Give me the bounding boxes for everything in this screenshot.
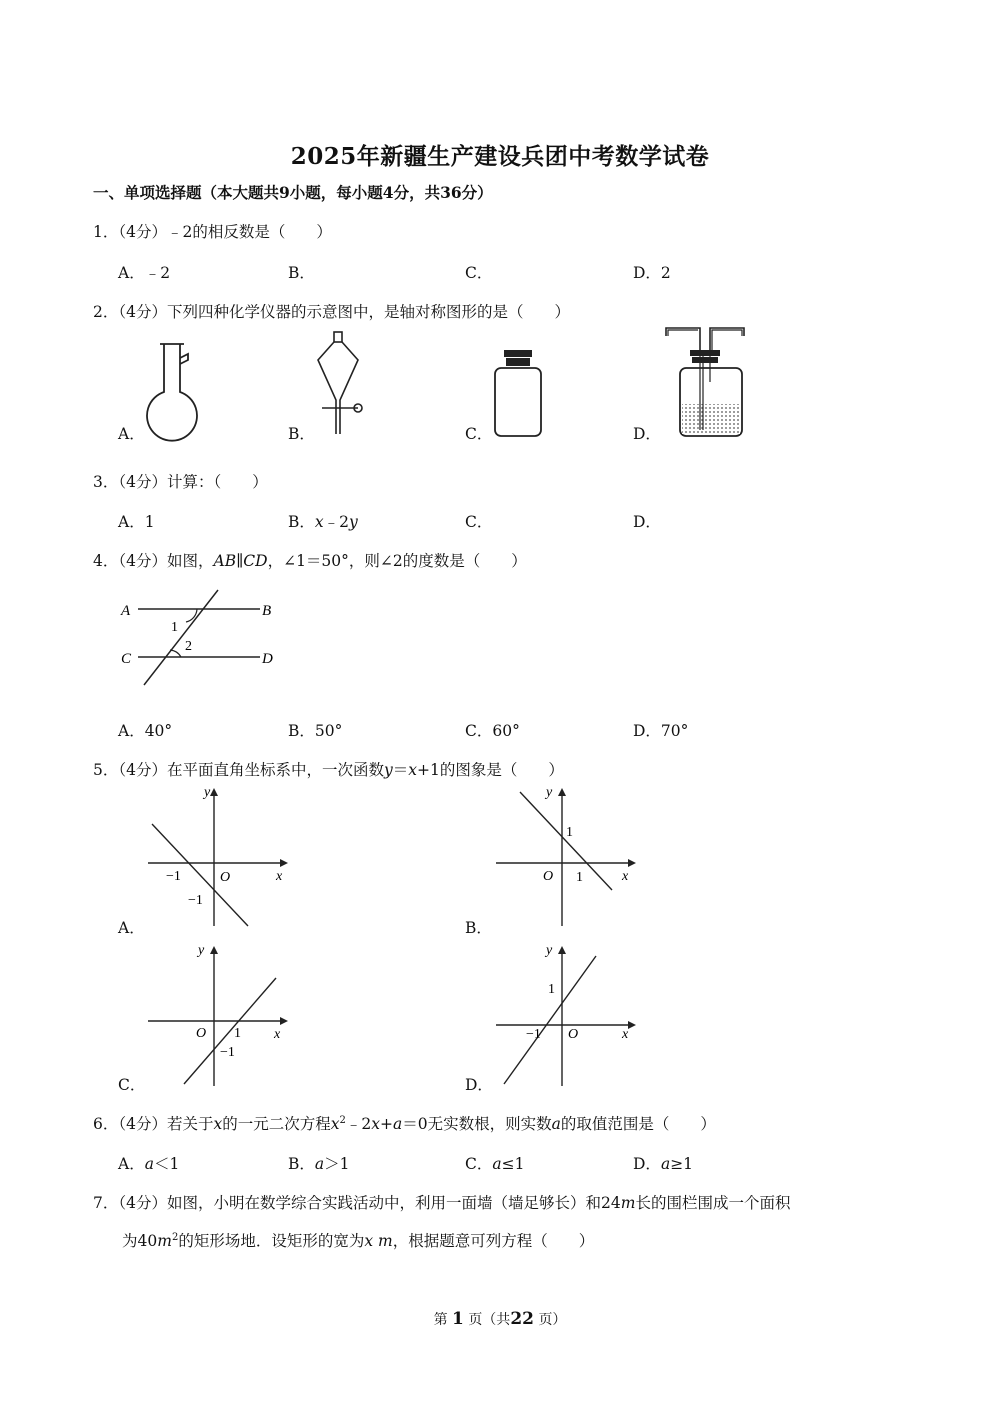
section-heading: 一、单项选择题（本大题共9小题，每小题4分，共36分）	[93, 183, 493, 202]
q2-option-a: A．	[118, 425, 145, 443]
question-number: 2．	[93, 303, 119, 321]
svg-text:−1: −1	[526, 1027, 541, 1042]
point-label: B	[262, 603, 272, 619]
page-number: 1	[452, 1309, 464, 1329]
q1-option-c: C．	[465, 264, 493, 282]
question-stem: 下列四种化学仪器的示意图中，是轴对称图形的是（ ）	[167, 303, 571, 321]
question-score: （4分）	[118, 223, 167, 241]
q4-option-c: C．60°	[465, 722, 520, 740]
q1-option-a: A．﹣2	[118, 264, 171, 282]
q5-option-a: A．	[118, 919, 145, 937]
svg-text:y: y	[204, 785, 211, 800]
q3-option-a: A．1	[118, 513, 155, 531]
parallel-lines-figure	[110, 590, 300, 700]
q5-option-d: D．	[465, 1076, 493, 1094]
page-footer: 第 1 页（共22 页）	[433, 1309, 567, 1329]
svg-text:O: O	[543, 869, 554, 884]
question-6: 6．（4分）若关于x的一元二次方程$x^2﹣2x+a=0$无实数根，则实数a的取值范围是（ ）	[93, 1114, 716, 1133]
q5-option-b: B．	[465, 919, 492, 937]
point-label: D	[262, 651, 273, 667]
svg-text:x: x	[622, 1027, 629, 1042]
q2-option-b: B．	[288, 425, 315, 443]
svg-text:y: y	[546, 943, 553, 958]
svg-text:y: y	[198, 943, 205, 958]
q2-option-d: D．	[633, 425, 661, 443]
svg-text:−1: −1	[166, 869, 181, 884]
question-stem: 计算：（ ）	[167, 473, 268, 491]
q6-option-b: B．a＞1	[288, 1155, 350, 1173]
svg-text:O: O	[220, 870, 231, 885]
question-4: 4．（4分）如图，AB∥CD，∠1＝50°，则∠2的度数是（ ）	[93, 552, 527, 570]
svg-text:O: O	[568, 1027, 579, 1042]
point-label: C	[121, 651, 132, 667]
gas-washing-bottle-icon	[660, 322, 750, 440]
angle-label: 1	[171, 620, 178, 635]
svg-text:1: 1	[576, 870, 583, 885]
question-number: 1．	[93, 223, 119, 241]
svg-text:x: x	[622, 869, 629, 884]
svg-text:1: 1	[566, 825, 573, 840]
graph-a	[140, 780, 300, 930]
question-number: 3．	[93, 473, 119, 491]
q6-option-c: C．a≤1	[465, 1155, 525, 1173]
question-score: （4分）	[118, 473, 167, 491]
question-7-line-2: 为$40m^2$的矩形场地．设矩形的宽为x m，根据题意可列方程（ ）	[122, 1231, 595, 1250]
question-3	[93, 470, 268, 492]
question-7-line-1: 7．（4分）如图，小明在数学综合实践活动中，利用一面墙（墙足够长）和24m长的围栏围成一个面积	[93, 1194, 791, 1212]
q3-option-b: B．x﹣2y	[288, 513, 358, 531]
q6-option-a: A．a＜1	[118, 1155, 180, 1173]
q5-option-c: C．	[118, 1076, 146, 1094]
page-title: 2025年新疆生产建设兵团中考数学试卷	[290, 143, 710, 170]
separatory-funnel-icon	[312, 330, 372, 440]
graph-d	[488, 938, 648, 1088]
question-2	[93, 300, 570, 322]
total-pages: 22	[510, 1309, 534, 1329]
svg-text:x: x	[274, 1027, 281, 1042]
question-score: （4分）	[118, 303, 167, 321]
q3-option-d: D．	[633, 513, 661, 531]
graph-b	[488, 780, 648, 930]
svg-text:1: 1	[548, 982, 555, 997]
round-bottom-flask-icon	[140, 340, 210, 440]
graph-c	[140, 938, 300, 1088]
q6-option-d: D．a≥1	[633, 1155, 694, 1173]
reagent-bottle-icon	[490, 348, 546, 440]
svg-text:O: O	[196, 1026, 207, 1041]
q1-option-b: B．	[288, 264, 315, 282]
q3-option-c: C．	[465, 513, 493, 531]
svg-text:1: 1	[234, 1026, 241, 1041]
q1-option-d: D．2	[633, 264, 671, 282]
q4-option-d: D．70°	[633, 722, 689, 740]
angle-label: 2	[185, 639, 192, 654]
q2-option-c: C．	[465, 425, 493, 443]
q4-option-a: A．40°	[118, 722, 173, 740]
svg-text:x: x	[276, 869, 283, 884]
q4-option-b: B．50°	[288, 722, 343, 740]
svg-text:−1: −1	[188, 893, 203, 908]
svg-text:−1: −1	[220, 1045, 235, 1060]
svg-text:y: y	[546, 785, 553, 800]
question-stem: ﹣2的相反数是（ ）	[167, 223, 332, 241]
question-5: 5．（4分）在平面直角坐标系中，一次函数y＝x+1的图象是（ ）	[93, 761, 564, 779]
point-label: A	[121, 603, 131, 619]
question-1	[93, 220, 332, 242]
